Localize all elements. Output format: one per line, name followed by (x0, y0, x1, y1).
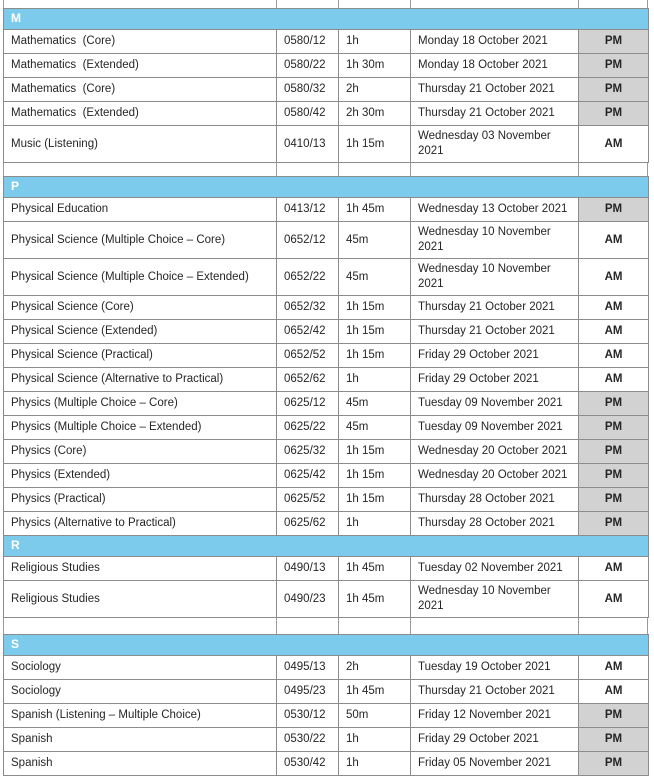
code-cell: 0652/62 (277, 368, 339, 392)
code-cell: 0625/62 (277, 512, 339, 536)
duration-cell: 1h 15m (339, 344, 411, 368)
date-cell: Friday 29 October 2021 (411, 368, 579, 392)
duration-cell: 1h 45m (339, 581, 411, 618)
table-row (4, 416, 649, 440)
section-header-letter: R (4, 536, 649, 557)
subject-cell: Physics (Core) (4, 440, 277, 464)
code-cell: 0625/42 (277, 464, 339, 488)
subject-cell: Mathematics (Extended) (4, 102, 277, 126)
duration-cell: 1h (339, 728, 411, 752)
session-cell: AM (579, 222, 649, 259)
duration-cell: 45m (339, 392, 411, 416)
code-cell: 0530/12 (277, 704, 339, 728)
duration-cell: 1h 30m (339, 54, 411, 78)
subject-cell: Physics (Alternative to Practical) (4, 512, 277, 536)
date-cell: Wednesday 10 November 2021 (411, 222, 579, 259)
date-cell: Friday 29 October 2021 (411, 344, 579, 368)
clipped-row-border-stubs (3, 163, 648, 176)
session-cell: PM (579, 198, 649, 222)
table-row (4, 488, 649, 512)
section-header-letter: S (4, 635, 649, 656)
table-row (4, 344, 649, 368)
table-row (4, 704, 649, 728)
session-cell: PM (579, 464, 649, 488)
session-cell: AM (579, 656, 649, 680)
subject-cell: Sociology (4, 680, 277, 704)
code-cell: 0490/23 (277, 581, 339, 618)
duration-cell: 45m (339, 416, 411, 440)
session-cell: PM (579, 54, 649, 78)
section-header-letter: M (4, 9, 649, 30)
table-row (4, 78, 649, 102)
section-header-row (4, 536, 649, 557)
subject-cell: Physical Science (Alternative to Practical) (4, 368, 277, 392)
duration-cell: 2h 30m (339, 102, 411, 126)
code-cell: 0495/23 (277, 680, 339, 704)
date-cell: Friday 29 October 2021 (411, 728, 579, 752)
subject-cell: Sociology (4, 656, 277, 680)
subject-cell: Physical Education (4, 198, 277, 222)
date-cell: Thursday 21 October 2021 (411, 296, 579, 320)
code-cell: 0652/42 (277, 320, 339, 344)
subject-cell: Spanish (4, 728, 277, 752)
date-cell: Wednesday 20 October 2021 (411, 464, 579, 488)
date-cell: Wednesday 20 October 2021 (411, 440, 579, 464)
code-cell: 0652/52 (277, 344, 339, 368)
table-row (4, 440, 649, 464)
duration-cell: 2h (339, 656, 411, 680)
table-row (4, 198, 649, 222)
session-cell: PM (579, 30, 649, 54)
session-cell: AM (579, 581, 649, 618)
duration-cell: 1h (339, 752, 411, 776)
duration-cell: 1h 15m (339, 488, 411, 512)
session-cell: AM (579, 259, 649, 296)
session-cell: PM (579, 752, 649, 776)
code-cell: 0652/32 (277, 296, 339, 320)
code-cell: 0580/42 (277, 102, 339, 126)
duration-cell: 1h 15m (339, 126, 411, 163)
session-cell: AM (579, 344, 649, 368)
session-cell: PM (579, 416, 649, 440)
code-cell: 0490/13 (277, 557, 339, 581)
table-row (4, 368, 649, 392)
section-table-s (3, 634, 649, 776)
section-header-row (4, 9, 649, 30)
subject-cell: Physical Science (Practical) (4, 344, 277, 368)
table-row (4, 126, 649, 163)
table-row (4, 259, 649, 296)
code-cell: 0580/32 (277, 78, 339, 102)
session-cell: AM (579, 680, 649, 704)
code-cell: 0625/12 (277, 392, 339, 416)
clipped-row-border-stubs (3, 618, 648, 634)
session-cell: PM (579, 102, 649, 126)
section-header-letter: P (4, 177, 649, 198)
session-cell: PM (579, 488, 649, 512)
subject-cell: Physical Science (Extended) (4, 320, 277, 344)
date-cell: Wednesday 03 November 2021 (411, 126, 579, 163)
date-cell: Monday 18 October 2021 (411, 30, 579, 54)
code-cell: 0410/13 (277, 126, 339, 163)
date-cell: Tuesday 09 November 2021 (411, 392, 579, 416)
session-cell: PM (579, 392, 649, 416)
date-cell: Friday 12 November 2021 (411, 704, 579, 728)
duration-cell: 1h 15m (339, 440, 411, 464)
code-cell: 0495/13 (277, 656, 339, 680)
duration-cell: 1h 15m (339, 464, 411, 488)
table-row (4, 54, 649, 78)
code-cell: 0625/52 (277, 488, 339, 512)
code-cell: 0625/22 (277, 416, 339, 440)
subject-cell: Mathematics (Extended) (4, 54, 277, 78)
section-table-p-r (3, 176, 649, 618)
section-header-row (4, 177, 649, 198)
session-cell: PM (579, 728, 649, 752)
duration-cell: 1h 45m (339, 557, 411, 581)
date-cell: Thursday 21 October 2021 (411, 320, 579, 344)
code-cell: 0580/22 (277, 54, 339, 78)
duration-cell: 1h 15m (339, 296, 411, 320)
session-cell: AM (579, 320, 649, 344)
duration-cell: 50m (339, 704, 411, 728)
session-cell: PM (579, 512, 649, 536)
table-row (4, 557, 649, 581)
subject-cell: Spanish (Listening – Multiple Choice) (4, 704, 277, 728)
table-row (4, 392, 649, 416)
code-cell: 0580/12 (277, 30, 339, 54)
section-header-row (4, 635, 649, 656)
subject-cell: Physical Science (Multiple Choice – Core) (4, 222, 277, 259)
date-cell: Wednesday 13 October 2021 (411, 198, 579, 222)
code-cell: 0652/12 (277, 222, 339, 259)
table-row (4, 512, 649, 536)
duration-cell: 1h 45m (339, 680, 411, 704)
subject-cell: Physical Science (Core) (4, 296, 277, 320)
table-row (4, 320, 649, 344)
date-cell: Thursday 28 October 2021 (411, 512, 579, 536)
subject-cell: Physics (Extended) (4, 464, 277, 488)
table-row (4, 30, 649, 54)
date-cell: Wednesday 10 November 2021 (411, 259, 579, 296)
code-cell: 0413/12 (277, 198, 339, 222)
session-cell: AM (579, 296, 649, 320)
subject-cell: Religious Studies (4, 581, 277, 618)
session-cell: AM (579, 126, 649, 163)
date-cell: Thursday 28 October 2021 (411, 488, 579, 512)
subject-cell: Physics (Practical) (4, 488, 277, 512)
table-row (4, 680, 649, 704)
code-cell: 0625/32 (277, 440, 339, 464)
session-cell: AM (579, 368, 649, 392)
table-row (4, 656, 649, 680)
session-cell: PM (579, 704, 649, 728)
duration-cell: 1h (339, 512, 411, 536)
date-cell: Tuesday 02 November 2021 (411, 557, 579, 581)
date-cell: Monday 18 October 2021 (411, 54, 579, 78)
duration-cell: 2h (339, 78, 411, 102)
table-row (4, 752, 649, 776)
subject-cell: Mathematics (Core) (4, 30, 277, 54)
date-cell: Wednesday 10 November 2021 (411, 581, 579, 618)
date-cell: Thursday 21 October 2021 (411, 680, 579, 704)
table-row (4, 222, 649, 259)
subject-cell: Physics (Multiple Choice – Core) (4, 392, 277, 416)
date-cell: Thursday 21 October 2021 (411, 102, 579, 126)
session-cell: PM (579, 440, 649, 464)
subject-cell: Music (Listening) (4, 126, 277, 163)
date-cell: Tuesday 19 October 2021 (411, 656, 579, 680)
table-row (4, 728, 649, 752)
date-cell: Tuesday 09 November 2021 (411, 416, 579, 440)
subject-cell: Mathematics (Core) (4, 78, 277, 102)
table-row (4, 464, 649, 488)
code-cell: 0530/22 (277, 728, 339, 752)
duration-cell: 45m (339, 259, 411, 296)
session-cell: PM (579, 78, 649, 102)
subject-cell: Physics (Multiple Choice – Extended) (4, 416, 277, 440)
table-row (4, 296, 649, 320)
clipped-row-border-stubs (3, 0, 648, 8)
code-cell: 0652/22 (277, 259, 339, 296)
duration-cell: 1h 15m (339, 320, 411, 344)
code-cell: 0530/42 (277, 752, 339, 776)
duration-cell: 1h 45m (339, 198, 411, 222)
duration-cell: 45m (339, 222, 411, 259)
date-cell: Thursday 21 October 2021 (411, 78, 579, 102)
section-table-m (3, 8, 649, 163)
session-cell: AM (579, 557, 649, 581)
duration-cell: 1h (339, 30, 411, 54)
subject-cell: Spanish (4, 752, 277, 776)
subject-cell: Religious Studies (4, 557, 277, 581)
table-row (4, 102, 649, 126)
subject-cell: Physical Science (Multiple Choice – Extended) (4, 259, 277, 296)
table-row (4, 581, 649, 618)
date-cell: Friday 05 November 2021 (411, 752, 579, 776)
duration-cell: 1h (339, 368, 411, 392)
